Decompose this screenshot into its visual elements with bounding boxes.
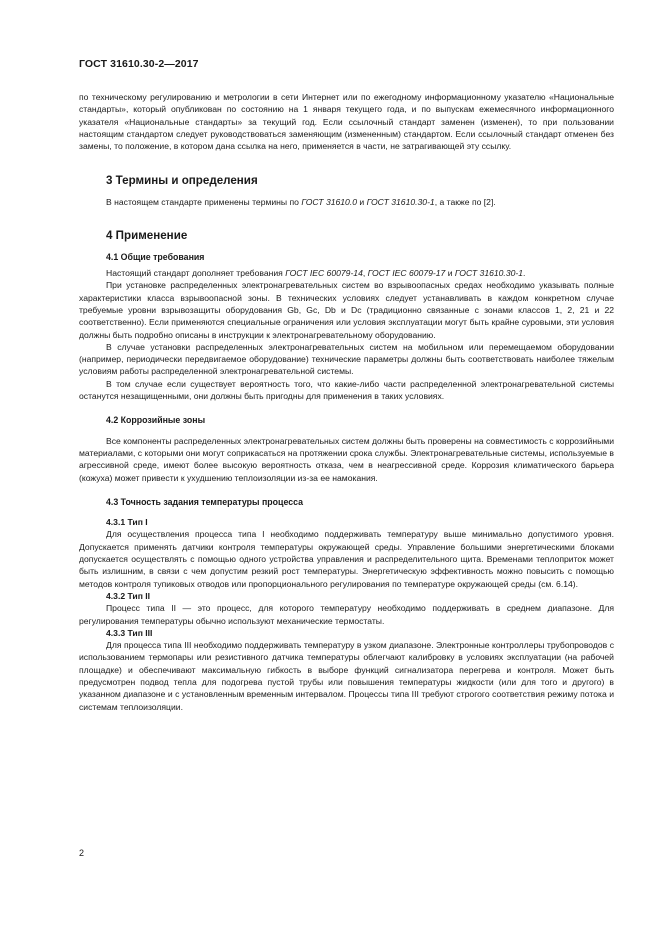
- document-body: [79, 91, 614, 713]
- section-4-2-heading: 4.2 Коррозийные зоны: [106, 415, 206, 426]
- section-3-heading: 3 Термины и определения: [106, 174, 258, 188]
- section-4-1-paragraph-2: При установке распределенных электронагревательных систем во взрывоопасных средах необходимо указывать полные характеристики класса взрывоопасной зоны. В технических условиях следует устанавливать в каждом конкретном случае требуемые уровни взрывозащиты оборудования Gb, Gc, Db и Dc (традиционно связанные с зонами классов 1, 2, 21 и 22 соответственно). Если применяются специальные ограничения или условия эксплуатации могут быть крайне суровыми, эти условия должны быть подробно описаны в инструкции к электронагревательному оборудованию.: [79, 280, 614, 340]
- section-4-1-paragraph-3: В случае установки распределенных электронагревательных систем на мобильном или перемещаемом оборудовании (например, периодически передвигаемое оборудование) технические параметры должны быть соответствовать наиболее тяжелым условиям работы распределенной электронагревательной системы.: [79, 341, 614, 377]
- section-4-3-2-paragraph: Процесс типа II — это процесс, для которого температуру необходимо поддерживать в среднем диапазоне. Для регулирования температуры обычно используют механические термостаты.: [79, 603, 614, 626]
- page-number: 2: [79, 848, 85, 858]
- intro-paragraph: по техническому регулированию и метрологии в сети Интернет или по ежегодному информационному указателю «Национальные стандарты», который опубликован по состоянию на 1 января текущего года, и по выпускам ежемесячного информационного указателя «Национальные стандарты» за текущий год. Если ссылочный стандарт заменен (изменен), то при пользовании настоящим стандартом следует руководствоваться заменяющим (измененным) стандартом. Если ссылочный стандарт отменен без замены, то положение, в котором дана ссылка на него, применяется в части, не затрагивающей эту ссылку.: [79, 92, 614, 152]
- reference-gost-iec-60079-17: ГОСТ IEC 60079-17: [367, 268, 446, 279]
- section-4-1-heading: 4.1 Общие требования: [106, 251, 205, 262]
- section-4-3-2-heading: 4.3.2 Тип II: [106, 590, 151, 601]
- reference-gost-iec-60079-14: ГОСТ IEC 60079-14: [285, 268, 363, 279]
- reference-gost-31610-30-1: ГОСТ 31610.30-1: [454, 268, 524, 279]
- section-4-3-1-heading: 4.3.1 Тип I: [106, 517, 148, 528]
- section-3-paragraph: [79, 196, 614, 208]
- reference-gost-31610-30-1: ГОСТ 31610.30-1: [366, 197, 435, 208]
- text: и: [445, 268, 455, 279]
- reference-gost-31610-0: ГОСТ 31610.0: [301, 197, 358, 208]
- text: Настоящий стандарт дополняет требования: [106, 268, 286, 279]
- section-4-1-paragraph-4: В том случае если существует вероятность того, что какие-либо части распределенной электронагревательной системы останутся незащищенными, они должны быть пригодны для применения в таких условиях.: [79, 378, 614, 402]
- text: .: [523, 268, 526, 279]
- text: В настоящем стандарте применены термины по: [106, 197, 302, 208]
- section-4-3-heading: 4.3 Точность задания температуры процесса: [106, 496, 304, 507]
- section-4-3-3-paragraph: Для процесса типа III необходимо поддерживать температуру в узком диапазоне. Электронные контроллеры трубопроводов с использованием термопары или резистивного датчика температуры облегчают калибровку в условиях эксплуатации (на рабочей площадке) и обеспечивают максимальную гибкость в выборе функций сигнализатора перегрева и контроля. Может быть предусмотрен подвод тепла для подогрева пустой трубы или повышения температуры жидкости (или для того и другого) в указанном диапазоне и с установленным временным интервалом. Процессы типа III требуют строгого соответствия режиму потока и системам теплоизоляции.: [79, 640, 614, 712]
- section-4-3-1-paragraph: Для осуществления процесса типа I необходимо поддерживать температуру выше минимально допустимого уровня. Допускается применять датчики контроля температуры окружающей среды. Управление большими энергетическими блоками допускается осуществлять с помощью одного устройства управления и распределительного щита. Временами теплоприток может быть излишним, в связи с чем допустим резкий рост температуры. Энергетическую эффективность можно повысить с помощью методов контроля тупиковых отводов или пропорционального регулирования по температуре окружающей среды (см. 6.14).: [79, 529, 614, 589]
- text: и: [357, 197, 367, 208]
- text: ,: [362, 268, 368, 279]
- section-4-3-3-heading: 4.3.3 Тип III: [106, 627, 153, 638]
- section-4-heading: 4 Применение: [106, 228, 188, 242]
- text: , а также по [2].: [434, 197, 496, 208]
- section-4-2-paragraph: Все компоненты распределенных электронагревательных систем должны быть проверены на совместимость с коррозийными материалами, с которыми они могут соприкасаться на протяжении срока службы. Электронагревательные системы, используемые в агрессивной среде, имеют более высокую вероятность отказа, чем в неагрессивной среде. Коррозия климатического барьера (кожуха) может привести к ухудшению теплоизоляции из-за ее намокания.: [79, 435, 614, 483]
- document-header: ГОСТ 31610.30-2—2017: [79, 58, 199, 70]
- section-4-1-paragraph-1: [79, 267, 614, 279]
